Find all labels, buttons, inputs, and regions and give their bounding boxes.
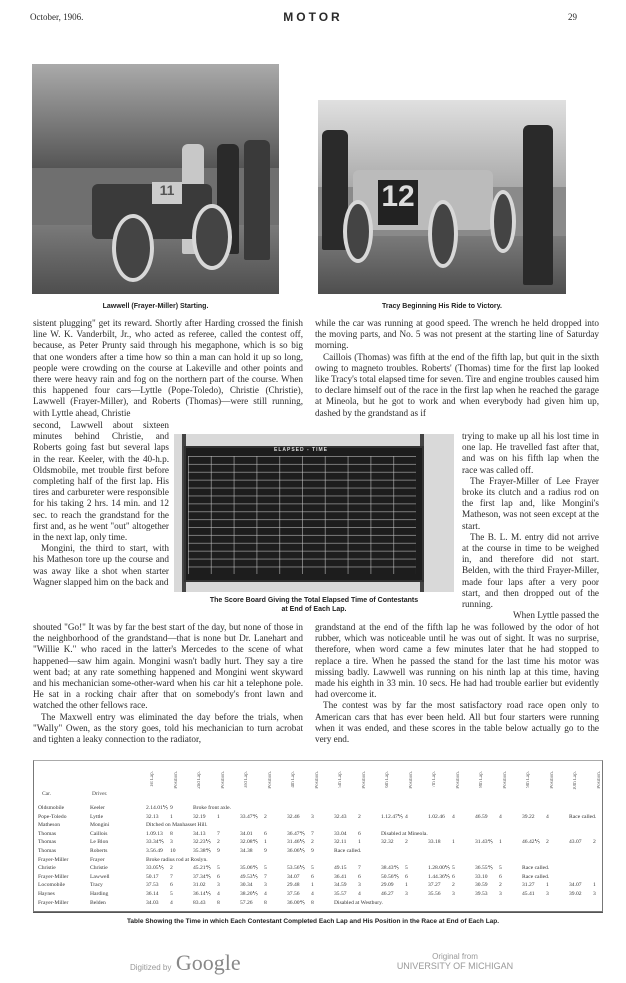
cell-position: 1 — [593, 882, 596, 889]
cell-car: Locomobile — [38, 882, 66, 889]
col-header-position: Position. — [268, 771, 273, 789]
cell-lap-time: 36.41 — [334, 873, 347, 880]
cell-position: 2 — [170, 865, 173, 872]
cell-position: 1 — [452, 839, 455, 846]
cell-driver: Keeler — [90, 805, 105, 811]
table-row — [38, 839, 598, 847]
article-left-narrow — [33, 420, 169, 588]
cell-lap-time: 1.44.36⅕ — [428, 873, 451, 880]
table-row — [38, 891, 598, 899]
col-header-lap: 8th Lap. — [479, 771, 484, 788]
cell-lap-time: 83.43 — [193, 899, 206, 906]
cell-position: 7 — [170, 873, 173, 880]
cell-position: 1 — [311, 882, 314, 889]
cell-car: Frayer-Miller — [38, 873, 69, 880]
original-from — [390, 952, 520, 971]
cell-driver: Tracy — [90, 882, 103, 889]
paragraph: trying to make up all his lost time in one lap. He travelled fast after that, and was on his fifth lap when the race was called off. — [462, 431, 599, 475]
cell-note: Broke front axle. — [193, 805, 232, 811]
cell-position: 2 — [264, 813, 267, 820]
cell-car: Thomas — [38, 839, 57, 846]
cell-position: 4 — [311, 891, 314, 897]
cell-lap-time: 36.14⅕ — [193, 891, 212, 897]
article-right-bottom — [315, 622, 599, 745]
cell-position: 1 — [546, 882, 549, 889]
table-row — [38, 848, 598, 856]
cell-lap-time: 33.10 — [475, 873, 488, 880]
table-row — [38, 865, 598, 873]
cell-lap-time: 35.56 — [428, 891, 441, 897]
cell-position: 3 — [499, 891, 502, 897]
cell-lap-time: 49.53⅕ — [240, 873, 259, 880]
cell-position: 4 — [546, 813, 549, 820]
cell-position: 6 — [405, 873, 408, 880]
cell-lap-time: 32.19 — [193, 813, 206, 820]
cell-driver: Lyttle — [90, 813, 104, 820]
cell-position: 5 — [170, 891, 173, 897]
cell-note: Disabled at Mineola. — [381, 830, 428, 837]
magazine-title: MOTOR — [283, 10, 343, 24]
col-header-lap: 7th Lap. — [432, 771, 437, 788]
cell-lap-time: 36.47⅘ — [287, 830, 306, 837]
cell-lap-time: 29.09 — [381, 882, 394, 889]
article-left-top — [33, 318, 303, 419]
cell-driver: Caillois — [90, 830, 108, 837]
cell-lap-time: 35.38⅘ — [193, 848, 212, 854]
scoreboard-photo — [174, 434, 454, 592]
col-header-position: Position. — [174, 771, 179, 789]
cell-lap-time: 35.06⅘ — [240, 865, 259, 872]
cell-lap-time: 2.14.01⅕ — [146, 805, 169, 811]
cell-lap-time: 39.02 — [569, 891, 582, 897]
cell-lap-time: 34.07 — [569, 882, 582, 889]
cell-car: Thomas — [38, 848, 57, 854]
cell-position: 6 — [217, 873, 220, 880]
cell-position: 9 — [264, 848, 267, 854]
cell-position: 1 — [358, 839, 361, 846]
cell-car: Thomas — [38, 830, 57, 837]
cell-lap-time: 34.59 — [334, 882, 347, 889]
cell-position: 9 — [311, 848, 314, 854]
cell-lap-time: 33.47⅘ — [240, 813, 259, 820]
cell-lap-time: 35.57 — [334, 891, 347, 897]
cell-note: Race called. — [569, 813, 597, 820]
cell-lap-time: 38.20⅕ — [240, 891, 259, 897]
col-header-position: Position. — [550, 771, 555, 789]
cell-lap-time: 53.56⅕ — [287, 865, 306, 872]
cell-car: Oldsmobile — [38, 805, 65, 811]
cell-lap-time: 29.48 — [287, 882, 300, 889]
table-row — [38, 900, 598, 908]
cell-note: Broke radius rod at Roslyn. — [146, 856, 208, 863]
photo-caption: Lawwell (Frayer-Miller) Starting. — [102, 303, 209, 310]
col-header-lap: 4th Lap. — [291, 771, 296, 788]
cell-lap-time: 30.34 — [240, 882, 253, 889]
cell-position: 7 — [217, 830, 220, 837]
cell-position: 3 — [452, 891, 455, 897]
cell-position: 3 — [405, 891, 408, 897]
paragraph: The contest was by far the most satisfactory road race open only to American cars that has ever been held. All but four starters were running when it was ended, and these scores in the table below actually go to the very end. — [315, 700, 599, 745]
cell-position: 1 — [405, 882, 408, 889]
cell-position: 9 — [170, 805, 173, 811]
article-right-top — [315, 318, 599, 419]
cell-car: Frayer-Miller — [38, 856, 69, 863]
cell-lap-time: 45.41 — [522, 891, 535, 897]
cell-position: 2 — [452, 882, 455, 889]
col-header-lap: 9th Lap. — [526, 771, 531, 788]
col-header-driver: Driver. — [92, 791, 108, 797]
cell-position: 5 — [264, 865, 267, 872]
cell-position: 8 — [217, 899, 220, 906]
cell-position: 5 — [311, 865, 314, 872]
cell-car: Haynes — [38, 891, 55, 897]
cell-position: 3 — [170, 839, 173, 846]
col-header-lap: 6th Lap. — [385, 771, 390, 788]
cell-driver: Belden — [90, 899, 106, 906]
cell-lap-time: 36.00⅘ — [287, 899, 306, 906]
cell-position: 3 — [593, 891, 596, 897]
photo-lawwell-starting — [32, 64, 279, 294]
cell-driver: Mongini — [90, 822, 110, 829]
cell-lap-time: 34.07 — [287, 873, 300, 880]
scoreboard-caption-line2: at End of Each Lap. — [281, 606, 347, 613]
table-row — [38, 882, 598, 890]
cell-lap-time: 37.53 — [146, 882, 159, 889]
cell-driver: Harding — [90, 891, 109, 897]
cell-lap-time: 32.08⅘ — [240, 839, 259, 846]
cell-lap-time: 37.56 — [287, 891, 300, 897]
cell-position: 4 — [264, 891, 267, 897]
col-header-position: Position. — [315, 771, 320, 789]
cell-lap-time: 33.34⅘ — [146, 839, 165, 846]
digitized-by-label: Digitized by — [130, 963, 172, 972]
institution-name: UNIVERSITY OF MICHIGAN — [396, 961, 514, 971]
col-header-position: Position. — [409, 771, 414, 789]
col-header-lap: 5th Lap. — [338, 771, 343, 788]
cell-position: 2 — [217, 839, 220, 846]
page-number: 29 — [568, 12, 577, 22]
cell-lap-time: 38.43⅘ — [381, 865, 400, 872]
cell-lap-time: 46.27 — [381, 891, 394, 897]
cell-position: 6 — [311, 873, 314, 880]
cell-lap-time: 43.07 — [569, 839, 582, 846]
cell-note: Race called. — [334, 848, 362, 854]
cell-car: Matheson — [38, 822, 61, 829]
cell-note: Race called. — [522, 873, 550, 880]
cell-position: 8 — [170, 830, 173, 837]
cell-lap-time: 36.06⅕ — [287, 848, 306, 854]
col-header-lap: 3rd Lap. — [244, 771, 249, 788]
col-header-position: Position. — [503, 771, 508, 789]
cell-driver: Lawwell — [90, 873, 110, 880]
cell-lap-time: 3.56.49 — [146, 848, 163, 854]
google-logo: Google — [175, 950, 241, 975]
lap-times-table — [33, 760, 603, 912]
cell-position: 2 — [358, 813, 361, 820]
cell-lap-time: 50.17 — [146, 873, 159, 880]
cell-lap-time: 46.59 — [475, 813, 488, 820]
table-caption: Table Showing the Time in which Each Contestant Completed Each Lap and His Position in the Race at End of Each Lap. — [126, 918, 500, 925]
paragraph: The Frayer-Miller of Lee Frayer broke its clutch and a radius rod on the first lap and, like Mongini's Matheson, was not seen except at the start. — [462, 475, 599, 531]
cell-position: 1 — [170, 813, 173, 820]
col-header-lap: 1st Lap. — [150, 771, 155, 788]
cell-position: 3 — [264, 882, 267, 889]
cell-position: 2 — [593, 839, 596, 846]
cell-position: 5 — [405, 865, 408, 872]
paragraph: The Maxwell entry was eliminated the day before the trials, when "Wally" Owen, as the story goes, told his mechanician to turn acrobat and tighten a leaky connection to the radiator, — [33, 711, 303, 745]
cell-note: Race called. — [522, 865, 550, 872]
cell-car: Christie — [38, 865, 56, 872]
col-header-car: Car. — [42, 791, 52, 797]
cell-position: 1 — [217, 813, 220, 820]
cell-position: 3 — [546, 891, 549, 897]
issue-date: October, 1906. — [30, 12, 84, 22]
cell-position: 3 — [358, 882, 361, 889]
cell-note: Ditched on Manhasset Hill. — [146, 822, 208, 829]
cell-lap-time: 33.04 — [334, 830, 347, 837]
cell-position: 7 — [264, 873, 267, 880]
table-row — [38, 857, 598, 865]
cell-position: 3 — [311, 813, 314, 820]
cell-position: 10 — [170, 848, 176, 854]
paragraph: When Lyttle passed the — [513, 610, 599, 621]
col-header-position: Position. — [221, 771, 226, 789]
cell-lap-time: 37.27 — [428, 882, 441, 889]
cell-lap-time: 31.27 — [522, 882, 535, 889]
table-row — [38, 814, 598, 822]
scoreboard-header: ELAPSED - TIME — [274, 447, 329, 453]
cell-driver: Roberts — [90, 848, 108, 854]
article-left-bottom — [33, 622, 303, 745]
cell-lap-time: 50.56⅘ — [381, 873, 400, 880]
cell-lap-time: 46.42⅕ — [522, 839, 541, 846]
cell-position: 3 — [217, 882, 220, 889]
cell-position: 9 — [217, 848, 220, 854]
cell-driver: Christie — [90, 865, 108, 872]
page-header — [0, 10, 626, 26]
paragraph: Caillois (Thomas) was fifth at the end of the fifth lap, but quit in the sixth owing to magneto troubles. Roberts' (Thomas) time for the first lap looked like Tracy's total elapsed time for seven. Tire and engine troubles caused him to declare himself out of the race in the first lap when he reached the garage at Mineola, but he got to work and when everybody had given him up, dashed by the grandstand as if — [315, 351, 599, 418]
cell-position: 7 — [311, 830, 314, 837]
cell-lap-time: 31.46⅕ — [287, 839, 306, 846]
cell-position: 4 — [170, 899, 173, 906]
cell-position: 4 — [358, 891, 361, 897]
cell-lap-time: 1.12.47⅕ — [381, 813, 404, 820]
photo-caption: Tracy Beginning His Ride to Victory. — [382, 303, 502, 310]
cell-position: 2 — [405, 839, 408, 846]
col-header-position: Position. — [362, 771, 367, 789]
paragraph: while the car was running at good speed. The wrench he held dropped into the moving parts, and No. 5 was not present at the starting line of Saturday morning. — [315, 318, 599, 351]
paragraph: Mongini, the third to start, with his Matheson tore up the course and was away like a shot when starter Wagner slapped him on the back and — [33, 543, 169, 587]
table-row — [38, 822, 598, 830]
car-number: 12 — [378, 180, 418, 225]
cell-position: 7 — [358, 865, 361, 872]
cell-lap-time: 34.38 — [240, 848, 253, 854]
cell-lap-time: 49.15 — [334, 865, 347, 872]
cell-lap-time: 34.01 — [240, 830, 253, 837]
cell-note: Disabled at Westbury. — [334, 899, 383, 906]
table-row — [38, 831, 598, 839]
cell-lap-time: 32.32 — [381, 839, 394, 846]
original-from-label: Original from — [432, 952, 478, 961]
table-row — [38, 805, 598, 813]
article-right-narrow — [462, 431, 599, 621]
cell-lap-time: 32.11 — [334, 839, 347, 846]
paragraph: second, Lawwell about sixteen minutes behind Christie, and Roberts going fast but several laps in the rear. Keeler, with the 40-h.p. Oldsmobile, met trouble first before completing half of the first lap. His tires and carbureter were responsible for his taking 2 hrs. 14 min. and 12 sec. to reach the grandstand for the first and, as he went "out" altogether in the next lap, only time. — [33, 420, 169, 543]
col-header-position: Position. — [456, 771, 461, 789]
cell-position: 1 — [499, 839, 502, 846]
cell-lap-time: 36.14 — [146, 891, 159, 897]
paragraph: grandstand at the end of the fifth lap he was followed by the odor of hot rubber, which was noticeable until he was out of sight. It was no surprise, therefore, when word came a few minutes later that he had stopped to replace a tire. When he passed the stand for the last time his motor was missing badly. Lawwell was running on his ninth lap at this time, having made his eighth in 33 min. 10 secs. He had had trouble earlier but evidently had overcome it. — [315, 622, 599, 700]
cell-lap-time: 33.05⅕ — [146, 865, 165, 872]
cell-position: 5 — [452, 865, 455, 872]
scoreboard-caption-line1: The Score Board Giving the Total Elapsed Time of Contestants — [209, 597, 419, 604]
cell-lap-time: 31.43⅘ — [475, 839, 494, 846]
cell-position: 8 — [264, 899, 267, 906]
cell-position: 6 — [170, 882, 173, 889]
cell-lap-time: 31.02 — [193, 882, 206, 889]
cell-lap-time: 1.02.46 — [428, 813, 445, 820]
cell-lap-time: 39.53 — [475, 891, 488, 897]
car-number: 11 — [152, 182, 182, 204]
cell-lap-time: 37.34⅘ — [193, 873, 212, 880]
paragraph: The B. L. M. entry did not arrive at the course in time to be weighed in, and therefore did not start. Belden, with the third Frayer-Miller, made four laps after a very poor start, and then dropped out of the running. — [462, 531, 599, 610]
cell-lap-time: 32.46 — [287, 813, 300, 820]
paragraph: sistent plugging" get its reward. Shortly after Harding crossed the finish line W. K. Vanderbilt, Jr., who acted as referee, called the contest off, because, as Peter Prunty said through his megaphone, which is so big that one wonders after a time how so thin a man can hold it up so long, people were crowding on the course at Lakeville and other points and there were heavy rain and fog on the northern part of the course. When this happened four cars—Lyttle (Pope-Toledo), Christie (Christie), Lawwell (Frayer-Miller), and Roberts (Thomas)—were still running, with Lyttle ahead, Christie — [33, 318, 303, 418]
cell-car: Frayer-Miller — [38, 899, 69, 906]
cell-position: 2 — [311, 839, 314, 846]
photo-tracy-beginning — [318, 100, 566, 294]
cell-position: 1 — [264, 839, 267, 846]
cell-position: 6 — [499, 873, 502, 880]
cell-driver: Le Blon — [90, 839, 109, 846]
cell-driver: Frayer — [90, 856, 105, 863]
cell-position: 8 — [311, 899, 314, 906]
cell-lap-time: 39.22 — [522, 813, 535, 820]
cell-lap-time: 1.28.00⅕ — [428, 865, 451, 872]
cell-lap-time: 45.21⅘ — [193, 865, 212, 872]
cell-position: 6 — [358, 830, 361, 837]
cell-lap-time: 33.18 — [428, 839, 441, 846]
col-header-position: Position. — [597, 771, 602, 789]
cell-position: 4 — [499, 813, 502, 820]
paragraph: shouted "Go!" It was by far the best start of the day, but none of those in the neighborhood of the grandstand—that is none but Dr. Lanehart and "Willie K." who raced in the latter's Mercedes to the scene of what happened—saw him again. Mongini wasn't badly hurt. They say a tire went bad; at any rate something happened and Mongini went skyward and his mechanician some-other-ward when his car hit a telephone pole. He sat in a rocking chair after that on somebody's front lawn and watched the other fellows race. — [33, 622, 303, 711]
cell-lap-time: 1.09.13 — [146, 830, 163, 837]
cell-position: 6 — [358, 873, 361, 880]
cell-car: Pope-Toledo — [38, 813, 67, 820]
cell-lap-time: 32.43 — [334, 813, 347, 820]
cell-lap-time: 34.13 — [193, 830, 206, 837]
cell-position: 5 — [499, 865, 502, 872]
cell-position: 4 — [405, 813, 408, 820]
table-row — [38, 874, 598, 882]
cell-lap-time: 34.03 — [146, 899, 159, 906]
cell-lap-time: 30.59 — [475, 882, 488, 889]
cell-position: 4 — [217, 891, 220, 897]
cell-position: 2 — [499, 882, 502, 889]
cell-lap-time: 32.13 — [146, 813, 159, 820]
col-header-lap: 2nd Lap. — [197, 771, 202, 789]
cell-position: 4 — [452, 813, 455, 820]
cell-lap-time: 36.55⅘ — [475, 865, 494, 872]
cell-position: 6 — [264, 830, 267, 837]
cell-lap-time: 32.23⅕ — [193, 839, 212, 846]
cell-position: 2 — [546, 839, 549, 846]
col-header-lap: 10th Lap. — [573, 771, 578, 791]
digitized-by-google — [130, 950, 241, 976]
cell-lap-time: 57.26 — [240, 899, 253, 906]
cell-position: 5 — [217, 865, 220, 872]
cell-position: 6 — [452, 873, 455, 880]
